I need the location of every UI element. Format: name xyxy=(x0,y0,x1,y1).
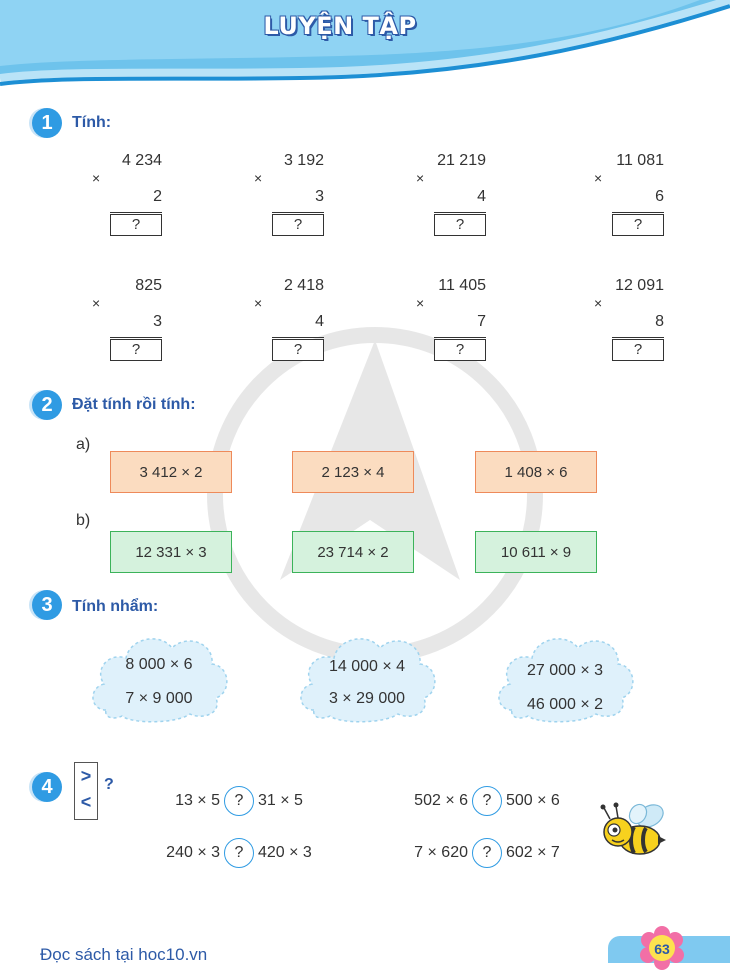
multiplier: 3 xyxy=(315,188,324,205)
multiplicand: 21 219 xyxy=(437,152,486,169)
answer-box[interactable]: ? xyxy=(110,214,162,236)
multiplier: 8 xyxy=(655,313,664,330)
underline xyxy=(272,212,324,213)
answer-box[interactable]: ? xyxy=(434,214,486,236)
multiplicand: 11 081 xyxy=(616,152,664,169)
comparison-choices xyxy=(74,762,98,820)
multiplicand: 2 418 xyxy=(283,277,324,294)
part-a-label: a) xyxy=(76,436,91,453)
underline xyxy=(434,212,486,213)
times-sign: × xyxy=(254,295,263,311)
mult-problem-3 xyxy=(416,152,486,242)
greater-than-sign: > xyxy=(80,766,92,786)
section-3-badge: 3 xyxy=(32,590,62,620)
answer-box[interactable]: ? xyxy=(612,214,664,236)
cloud-expr-2: 46 000 × 2 xyxy=(526,696,604,713)
mult-problem-2 xyxy=(254,152,324,242)
cloud-expr-1: 14 000 × 4 xyxy=(328,658,406,675)
times-sign: × xyxy=(254,170,263,186)
comparison-row xyxy=(386,786,560,816)
multiplier: 6 xyxy=(655,188,664,205)
mult-problem-4 xyxy=(594,152,664,242)
multiplier: 2 xyxy=(153,188,162,205)
times-sign: × xyxy=(92,295,101,311)
comparison-right: 31 × 5 xyxy=(258,792,303,809)
bee-icon xyxy=(596,800,670,864)
underline xyxy=(272,337,324,338)
multiplicand: 825 xyxy=(135,277,162,294)
times-sign: × xyxy=(416,170,425,186)
multiplier: 4 xyxy=(477,188,486,205)
section-2-title: Đặt tính rồi tính: xyxy=(72,396,196,413)
multiplicand: 12 091 xyxy=(615,277,664,294)
section-4-badge: 4 xyxy=(32,772,62,802)
mult-problem-8 xyxy=(594,277,664,367)
page-title: LUYỆN TẬP xyxy=(263,12,417,40)
cloud-card-2 xyxy=(294,630,440,724)
cloud-expr-1: 27 000 × 3 xyxy=(526,662,604,679)
multiplicand: 4 234 xyxy=(121,152,162,169)
answer-box[interactable]: ? xyxy=(110,339,162,361)
multiplicand: 11 405 xyxy=(438,277,486,294)
comparison-blank[interactable]: ? xyxy=(224,838,254,868)
cloud-card-1 xyxy=(86,630,232,724)
answer-box[interactable]: ? xyxy=(434,339,486,361)
comparison-blank[interactable]: ? xyxy=(472,838,502,868)
comparison-left: 502 × 6 xyxy=(414,792,468,809)
section-2-badge: 2 xyxy=(32,390,62,420)
comparison-right: 500 × 6 xyxy=(506,792,560,809)
comparison-blank[interactable]: ? xyxy=(224,786,254,816)
underline xyxy=(612,212,664,213)
answer-box[interactable]: ? xyxy=(612,339,664,361)
comparison-left: 240 × 3 xyxy=(166,844,220,861)
underline xyxy=(612,337,664,338)
mult-problem-7 xyxy=(416,277,486,367)
cloud-expr-2: 3 × 29 000 xyxy=(328,690,406,707)
question-mark: ? xyxy=(104,776,114,793)
comparison-right: 602 × 7 xyxy=(506,844,560,861)
expression-box: 1 408 × 6 xyxy=(475,451,597,493)
comparison-left: 13 × 5 xyxy=(175,792,220,809)
expression-box: 12 331 × 3 xyxy=(110,531,232,573)
less-than-sign: < xyxy=(80,792,92,812)
expression-box: 2 123 × 4 xyxy=(292,451,414,493)
comparison-row xyxy=(386,838,560,868)
times-sign: × xyxy=(92,170,101,186)
mult-problem-1 xyxy=(92,152,162,242)
comparison-right: 420 × 3 xyxy=(258,844,312,861)
mult-problem-5 xyxy=(92,277,162,367)
times-sign: × xyxy=(594,295,603,311)
section-3-title: Tính nhẩm: xyxy=(72,598,159,615)
section-1-title: Tính: xyxy=(72,114,112,131)
multiplier: 3 xyxy=(153,313,162,330)
underline xyxy=(110,337,162,338)
footer-link[interactable]: Đọc sách tại hoc10.vn xyxy=(40,945,208,964)
times-sign: × xyxy=(594,170,603,186)
underline xyxy=(110,212,162,213)
expression-box: 23 714 × 2 xyxy=(292,531,414,573)
multiplier: 7 xyxy=(477,313,486,330)
cloud-card-3 xyxy=(492,630,638,724)
comparison-left: 7 × 620 xyxy=(414,844,468,861)
cloud-expr-2: 7 × 9 000 xyxy=(125,690,193,707)
page-number: 63 xyxy=(654,941,670,957)
comparison-row xyxy=(140,786,303,816)
cloud-shape-icon xyxy=(86,630,232,724)
comparison-row xyxy=(140,838,312,868)
expression-box: 10 611 × 9 xyxy=(475,531,597,573)
answer-box[interactable]: ? xyxy=(272,339,324,361)
multiplier: 4 xyxy=(315,313,324,330)
part-b-label: b) xyxy=(76,512,91,529)
answer-box[interactable]: ? xyxy=(272,214,324,236)
expression-box: 3 412 × 2 xyxy=(110,451,232,493)
cloud-expr-1: 8 000 × 6 xyxy=(125,656,193,673)
section-1-badge: 1 xyxy=(32,108,62,138)
cloud-shape-icon xyxy=(294,630,440,724)
watermark-logo xyxy=(200,320,550,670)
multiplicand: 3 192 xyxy=(283,152,324,169)
times-sign: × xyxy=(416,295,425,311)
underline xyxy=(434,337,486,338)
comparison-blank[interactable]: ? xyxy=(472,786,502,816)
mult-problem-6 xyxy=(254,277,324,367)
